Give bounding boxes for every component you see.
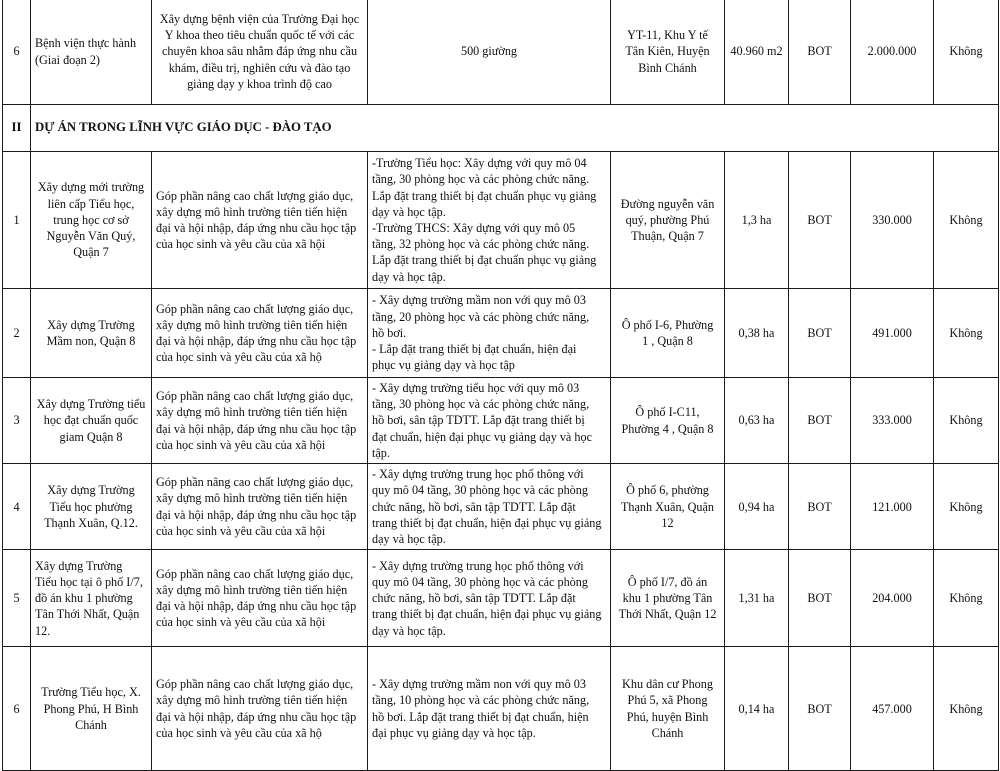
- stt-cell: 6: [3, 647, 31, 771]
- objective-cell: Góp phần nâng cao chất lượng giáo dục, xây dựng mô hình trường tiên tiến hiện đại và hội nhập, đáp ứng nhu cầu học tập của học sinh và yêu cầu của xã hộ: [152, 647, 368, 771]
- project-name-cell: Bệnh viện thực hành (Giai đoạn 2): [31, 0, 152, 105]
- stt-cell: 2: [3, 289, 31, 378]
- location-cell: Khu dân cư Phong Phú 5, xã Phong Phú, huyện Bình Chánh: [611, 647, 725, 771]
- project-table: [2, 0, 999, 771]
- form-cell: BOT: [789, 0, 851, 105]
- project-name-cell: Xây dựng Trường tiểu học đạt chuẩn quốc giam Quận 8: [31, 378, 152, 464]
- capital-cell: 491.000: [851, 289, 934, 378]
- scale-cell: - Xây dựng trường trung học phổ thông với quy mô 04 tầng, 30 phòng học và các phòng chức năng, hồ bơi, sân tập TDTT. Lắp đặt trang thiết bị đạt chuẩn, hiện đại phục vụ giảng dạy và học tập.: [368, 550, 611, 647]
- stt-cell: 6: [3, 0, 31, 105]
- note-cell: Không: [934, 152, 999, 289]
- form-cell: BOT: [789, 378, 851, 464]
- stt-cell: 5: [3, 550, 31, 647]
- note-cell: Không: [934, 289, 999, 378]
- location-cell: YT-11, Khu Y tế Tân Kiên, Huyện Bình Chánh: [611, 0, 725, 105]
- capital-cell: 333.000: [851, 378, 934, 464]
- stt-cell: 3: [3, 378, 31, 464]
- form-cell: BOT: [789, 464, 851, 550]
- objective-cell: Góp phần nâng cao chất lượng giáo dục, xây dựng mô hình trường tiên tiến hiện đại và hội nhập, đáp ứng nhu cầu học tập của học sinh và yêu cầu của xã hội: [152, 550, 368, 647]
- location-cell: Ô phố I/7, đồ án khu 1 phường Tân Thới Nhất, Quận 12: [611, 550, 725, 647]
- table-row: [3, 378, 999, 464]
- note-cell: Không: [934, 0, 999, 105]
- project-name-cell: Xây dựng Trường Mầm non, Quận 8: [31, 289, 152, 378]
- location-cell: Ô phố I-6, Phường 1 , Quận 8: [611, 289, 725, 378]
- section-row: [3, 105, 999, 152]
- area-cell: 0,38 ha: [725, 289, 789, 378]
- project-name-cell: Xây dựng Trường Tiểu học tại ô phố I/7, đồ án khu 1 phường Tân Thới Nhất, Quận 12.: [31, 550, 152, 647]
- scale-cell: - Xây dựng trường tiểu học với quy mô 03 tầng, 30 phòng học và các phòng chức năng, hồ bơi, sân tập TDTT. Lắp đặt trang thiết bị đạt chuẩn, hiện đại phục vụ giảng dạy và học tập.: [368, 378, 611, 464]
- scale-cell: - Xây dựng trường mầm non với quy mô 03 tầng, 10 phòng học và các phòng chức năng, hồ bơi. Lắp đặt trang thiết bị đạt chuẩn, hiện đại phục vụ giảng dạy và học tập.: [368, 647, 611, 771]
- area-cell: 0,63 ha: [725, 378, 789, 464]
- section-title: DỰ ÁN TRONG LĨNH VỰC GIÁO DỤC - ĐÀO TẠO: [31, 105, 999, 152]
- stt-cell: 1: [3, 152, 31, 289]
- location-cell: Đường nguyễn văn quý, phường Phú Thuận, Quận 7: [611, 152, 725, 289]
- capital-cell: 2.000.000: [851, 0, 934, 105]
- scale-cell: - Xây dựng trường trung học phổ thông với quy mô 04 tầng, 30 phòng học và các phòng chức năng, hồ bơi, sân tập TDTT. Lắp đặt trang thiết bị đạt chuẩn, hiện đại phục vụ giảng dạy và học tập.: [368, 464, 611, 550]
- table-row: [3, 550, 999, 647]
- table-row: [3, 152, 999, 289]
- form-cell: BOT: [789, 289, 851, 378]
- table-row: [3, 647, 999, 771]
- note-cell: Không: [934, 378, 999, 464]
- form-cell: BOT: [789, 550, 851, 647]
- area-cell: 1,31 ha: [725, 550, 789, 647]
- project-name-cell: Xây dựng mới trường liên cấp Tiểu học, trung học cơ sở Nguyễn Văn Quý, Quận 7: [31, 152, 152, 289]
- form-cell: BOT: [789, 152, 851, 289]
- capital-cell: 457.000: [851, 647, 934, 771]
- objective-cell: Xây dựng bệnh viện của Trường Đại học Y khoa theo tiêu chuẩn quốc tế với các chuyên khoa sâu nhằm đáp ứng nhu cầu khám, điều trị, nghiên cứu và đào tạo giảng dạy y khoa trình độ cao: [152, 0, 368, 105]
- section-number: II: [3, 105, 31, 152]
- capital-cell: 121.000: [851, 464, 934, 550]
- table-row: [3, 0, 999, 105]
- area-cell: 1,3 ha: [725, 152, 789, 289]
- capital-cell: 330.000: [851, 152, 934, 289]
- objective-cell: Góp phần nâng cao chất lượng giáo dục, xây dựng mô hình trường tiên tiến hiện đại và hội nhập, đáp ứng nhu cầu học tập của học sinh và yêu cầu của xã hội: [152, 152, 368, 289]
- project-name-cell: Trường Tiểu học, X. Phong Phú, H Bình Chánh: [31, 647, 152, 771]
- location-cell: Ô phố I-C11, Phường 4 , Quận 8: [611, 378, 725, 464]
- table-row: [3, 289, 999, 378]
- objective-cell: Góp phần nâng cao chất lượng giáo dục, xây dựng mô hình trường tiên tiến hiện đại và hội nhập, đáp ứng nhu cầu học tập của học sinh và yêu cầu của xã hộ: [152, 289, 368, 378]
- project-name-cell: Xây dựng Trường Tiểu học phường Thạnh Xuân, Q.12.: [31, 464, 152, 550]
- note-cell: Không: [934, 464, 999, 550]
- form-cell: BOT: [789, 647, 851, 771]
- scale-cell: - Xây dựng trường mầm non với quy mô 03 tầng, 20 phòng học và các phòng chức năng, hồ bơi. - Lắp đặt trang thiết bị đạt chuẩn, hiện đại phục vụ giảng dạy và học tập: [368, 289, 611, 378]
- note-cell: Không: [934, 647, 999, 771]
- note-cell: Không: [934, 550, 999, 647]
- capital-cell: 204.000: [851, 550, 934, 647]
- scale-cell: 500 giường: [368, 0, 611, 105]
- area-cell: 0,14 ha: [725, 647, 789, 771]
- location-cell: Ô phố 6, phường Thạnh Xuân, Quận 12: [611, 464, 725, 550]
- area-cell: 0,94 ha: [725, 464, 789, 550]
- stt-cell: 4: [3, 464, 31, 550]
- objective-cell: Góp phần nâng cao chất lượng giáo dục, xây dựng mô hình trường tiên tiến hiện đại và hội nhập, đáp ứng nhu cầu học tập của học sinh và yêu cầu của xã hội: [152, 464, 368, 550]
- area-cell: 40.960 m2: [725, 0, 789, 105]
- scale-cell: -Trường Tiểu học: Xây dựng với quy mô 04 tầng, 30 phòng học và các phòng chức năng. Lắp đặt trang thiết bị đạt chuẩn phục vụ giảng dạy và học tập. -Trường THCS: Xây dựng với quy mô 05 tầng, 32 phòng học và các phòng chức năng. Lắp đặt trang thiết bị đạt chuẩn phục vụ giảng dạy và học tập.: [368, 152, 611, 289]
- objective-cell: Góp phần nâng cao chất lượng giáo dục, xây dựng mô hình trường tiên tiến hiện đại và hội nhập, đáp ứng nhu cầu học tập của học sinh và yêu cầu của xã hội: [152, 378, 368, 464]
- table-row: [3, 464, 999, 550]
